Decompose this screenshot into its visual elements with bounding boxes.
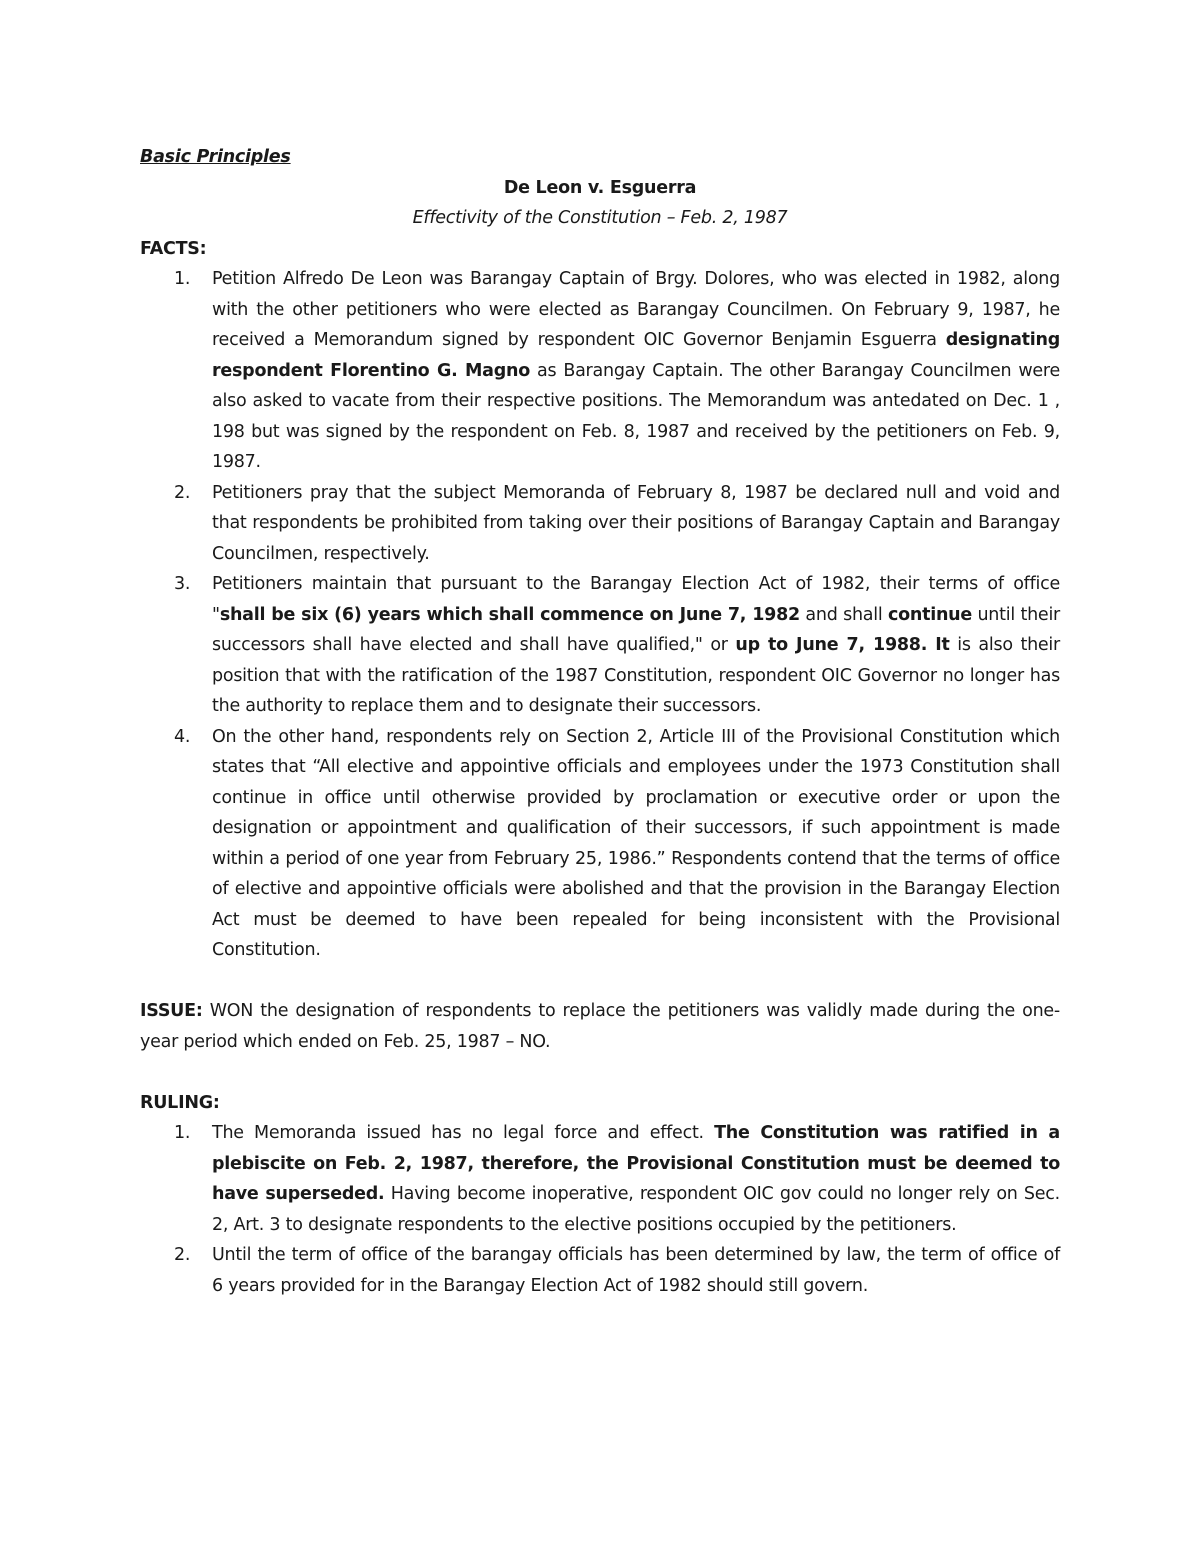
- facts-item-2: [140, 478, 1060, 570]
- bold-text-segment: shall be six (6) years which shall commence on June 7, 1982: [219, 604, 800, 625]
- case-subtitle: Effectivity of the Constitution – Feb. 2, 1987: [412, 208, 788, 228]
- ruling-item-1: [140, 1118, 1060, 1240]
- bold-text-segment: continue: [887, 604, 972, 625]
- ruling-item-2: [140, 1240, 1060, 1301]
- text-segment: as Barangay Captain. The other Barangay Councilmen were also asked to vacate from their respective positions. The Memorandum was antedated on Dec. 1 , 198 but was signed by the respondent on Feb. 8, 1987 and received by the petitioners on Feb. 9, 1987.: [212, 360, 1060, 472]
- text-segment: Having become inoperative, respondent OIC gov could no longer rely on Sec. 2, Art. 3 to designate respondents to the elective positions occupied by the petitioners.: [212, 1184, 1060, 1235]
- facts-list: [140, 264, 1060, 966]
- facts-item-4: [140, 722, 1060, 966]
- text-segment: and shall: [799, 604, 888, 625]
- list-number: 2.: [174, 1245, 191, 1265]
- text-segment: Petitioners pray that the subject Memoranda of February 8, 1987 be declared null and void and that respondents be prohibited from taking over their positions of Barangay Captain and Barangay Councilmen, respectively.: [212, 482, 1060, 564]
- bold-text-segment: designating respondent Florentino G. Magno: [212, 330, 1060, 381]
- list-number: 1.: [174, 269, 191, 289]
- facts-heading: FACTS:: [140, 238, 207, 259]
- bold-text-segment: The Constitution was ratified in a plebiscite on Feb. 2, 1987, therefore, the Provisional Constitution must be deemed to have superseded.: [212, 1123, 1060, 1204]
- section-label: Basic Principles: [140, 147, 291, 167]
- text-segment: On the other hand, respondents rely on Section 2, Article III of the Provisional Constitution which states that “All elective and appointive officials and employees under the 1973 Constitution shall continue in office until otherwise provided by proclamation or executive order or upon the designation or appointment and qualification of their successors, if such appointment is made within a period of one year from February 25, 1986.” Respondents contend that the terms of office of elective and appointive officials were abolished and that the provision in the Barangay Election Act must be deemed to have been repealed for being inconsistent with the Provisional Constitution.: [212, 726, 1060, 960]
- list-number: 2.: [174, 482, 191, 503]
- facts-item-1: [140, 264, 1060, 478]
- text-segment: Petition Alfredo De Leon was Barangay Captain of Brgy. Dolores, who was elected in 1982, along with the other petitioners who were elected as Barangay Councilmen. On February 9, 1987, he received a Memorandum signed by respondent OIC Governor Benjamin Esguerra: [212, 269, 1060, 350]
- text-segment: is also their position that with the ratification of the 1987 Constitution, respondent OIC Governor no longer has the authority to replace them and to designate their successors.: [212, 635, 1060, 716]
- text-segment: The Memoranda issued has no legal force and effect.: [212, 1123, 715, 1143]
- facts-item-3: [140, 569, 1060, 722]
- issue-paragraph: [140, 996, 1060, 1057]
- list-number: 3.: [174, 574, 191, 594]
- case-title: De Leon v. Esguerra: [503, 177, 697, 198]
- ruling-heading: RULING:: [140, 1092, 220, 1113]
- list-number: 1.: [174, 1123, 191, 1143]
- list-number: 4.: [174, 726, 191, 747]
- text-segment: Petitioners maintain that pursuant to the Barangay Election Act of 1982, their terms of office ": [212, 574, 1060, 625]
- text-segment: Until the term of office of the barangay officials has been determined by law, the term of office of 6 years provided for in the Barangay Election Act of 1982 should still govern.: [212, 1245, 1060, 1296]
- bold-text-segment: up to June 7, 1988. It: [735, 635, 950, 655]
- issue-text: WON the designation of respondents to replace the petitioners was validly made during the one-year period which ended on Feb. 25, 1987 – NO.: [140, 1001, 1060, 1052]
- ruling-list: [140, 1118, 1060, 1301]
- issue-label: ISSUE:: [140, 1001, 203, 1021]
- text-segment: until their successors shall have elected and shall have qualified," or: [212, 604, 1060, 655]
